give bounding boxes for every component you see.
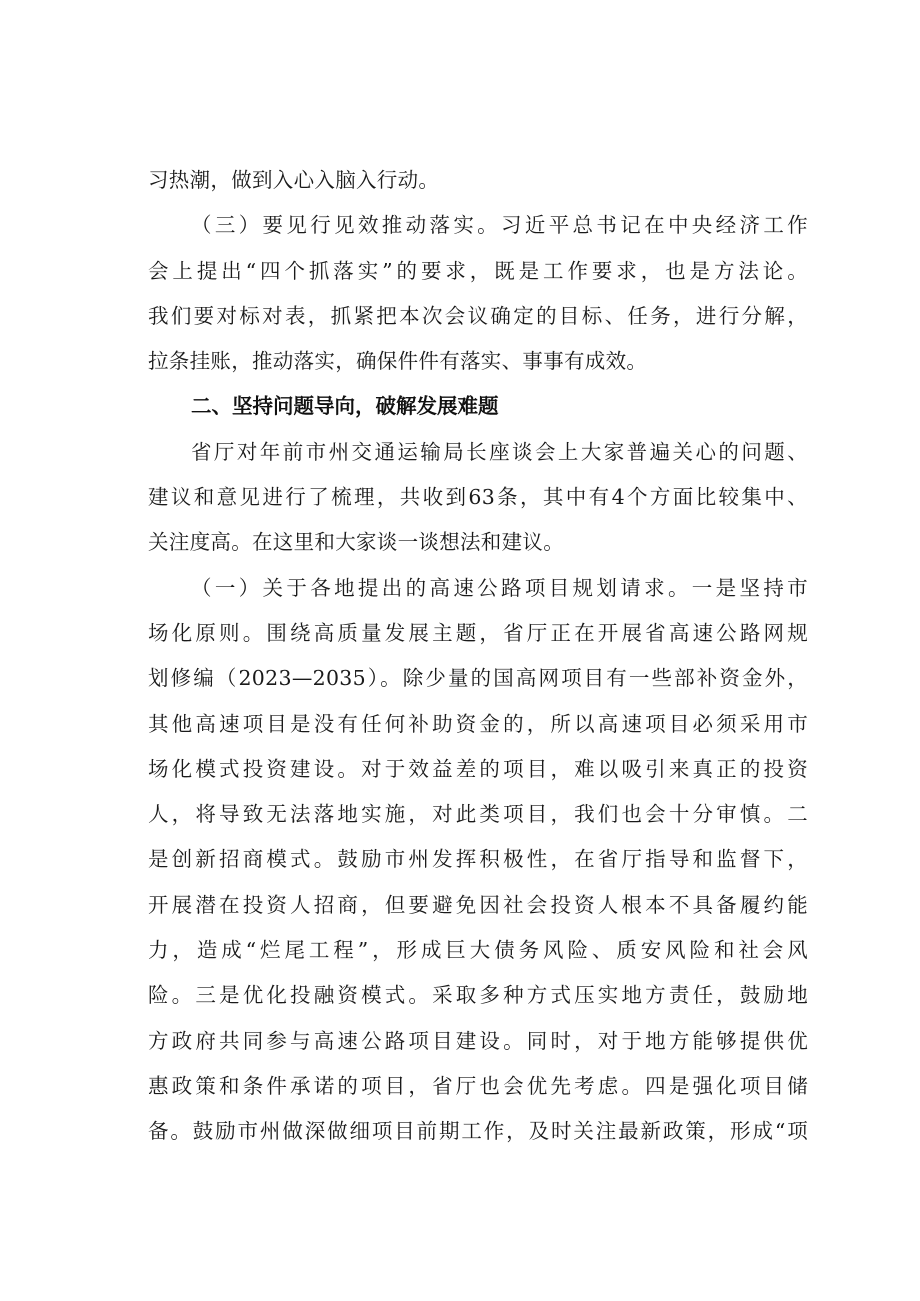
- paragraph-line: 关注度高。在这里和大家谈一谈想法和建议。: [148, 530, 564, 555]
- paragraph-line: 人，将导致无法落地实施，对此类项目，我们也会十分审慎。二: [148, 802, 808, 827]
- paragraph-line: 开展潜在投资人招商，但要避免因社会投资人根本不具备履约能: [148, 892, 808, 917]
- document-body: [148, 158, 808, 1155]
- paragraph-line: 拉条挂账，推动落实，确保件件有落实、事事有成效。: [148, 349, 648, 374]
- paragraph-line: 我们要对标对表，抓紧把本次会议确定的目标、任务，进行分解，: [148, 303, 808, 328]
- paragraph-line: （一）关于各地提出的高速公路项目规划请求。一是坚持市: [191, 575, 808, 600]
- section-heading: 二、坚持问题导向，破解发展难题: [191, 394, 499, 419]
- paragraph-line: 力，造成“烂尾工程”，形成巨大债务风险、质安风险和社会风: [148, 938, 808, 963]
- paragraph-line: （三）要见行见效推动落实。习近平总书记在中央经济工作: [191, 213, 808, 238]
- paragraph-line: 惠政策和条件承诺的项目，省厅也会优先考虑。四是强化项目储: [148, 1073, 808, 1098]
- paragraph-line: 场化原则。围绕高质量发展主题，省厅正在开展省高速公路网规: [148, 620, 808, 645]
- paragraph-line: 场化模式投资建设。对于效益差的项目，难以吸引来真正的投资: [148, 756, 808, 781]
- paragraph-line: 方政府共同参与高速公路项目建设。同时，对于地方能够提供优: [148, 1028, 808, 1053]
- paragraph-line: 备。鼓励市州做深做细项目前期工作，及时关注最新政策，形成“项: [148, 1119, 808, 1144]
- paragraph-line: 险。三是优化投融资模式。采取多种方式压实地方责任，鼓励地: [148, 983, 808, 1008]
- paragraph-line: 会上提出“四个抓落实”的要求，既是工作要求，也是方法论。: [148, 258, 808, 283]
- paragraph-line: 习热潮，做到入心入脑入行动。: [148, 168, 440, 192]
- paragraph-line: 其他高速项目是没有任何补助资金的，所以高速项目必须采用市: [148, 711, 808, 736]
- paragraph-line: 是创新招商模式。鼓励市州发挥积极性，在省厅指导和监督下，: [148, 847, 808, 872]
- paragraph-line: 建议和意见进行了梳理，共收到63条，其中有4个方面比较集中、: [148, 485, 808, 510]
- paragraph-line: 划修编（2023—2035）。除少量的国高网项目有一些部补资金外，: [148, 666, 808, 691]
- paragraph-line: 省厅对年前市州交通运输局长座谈会上大家普遍关心的问题、: [191, 439, 808, 464]
